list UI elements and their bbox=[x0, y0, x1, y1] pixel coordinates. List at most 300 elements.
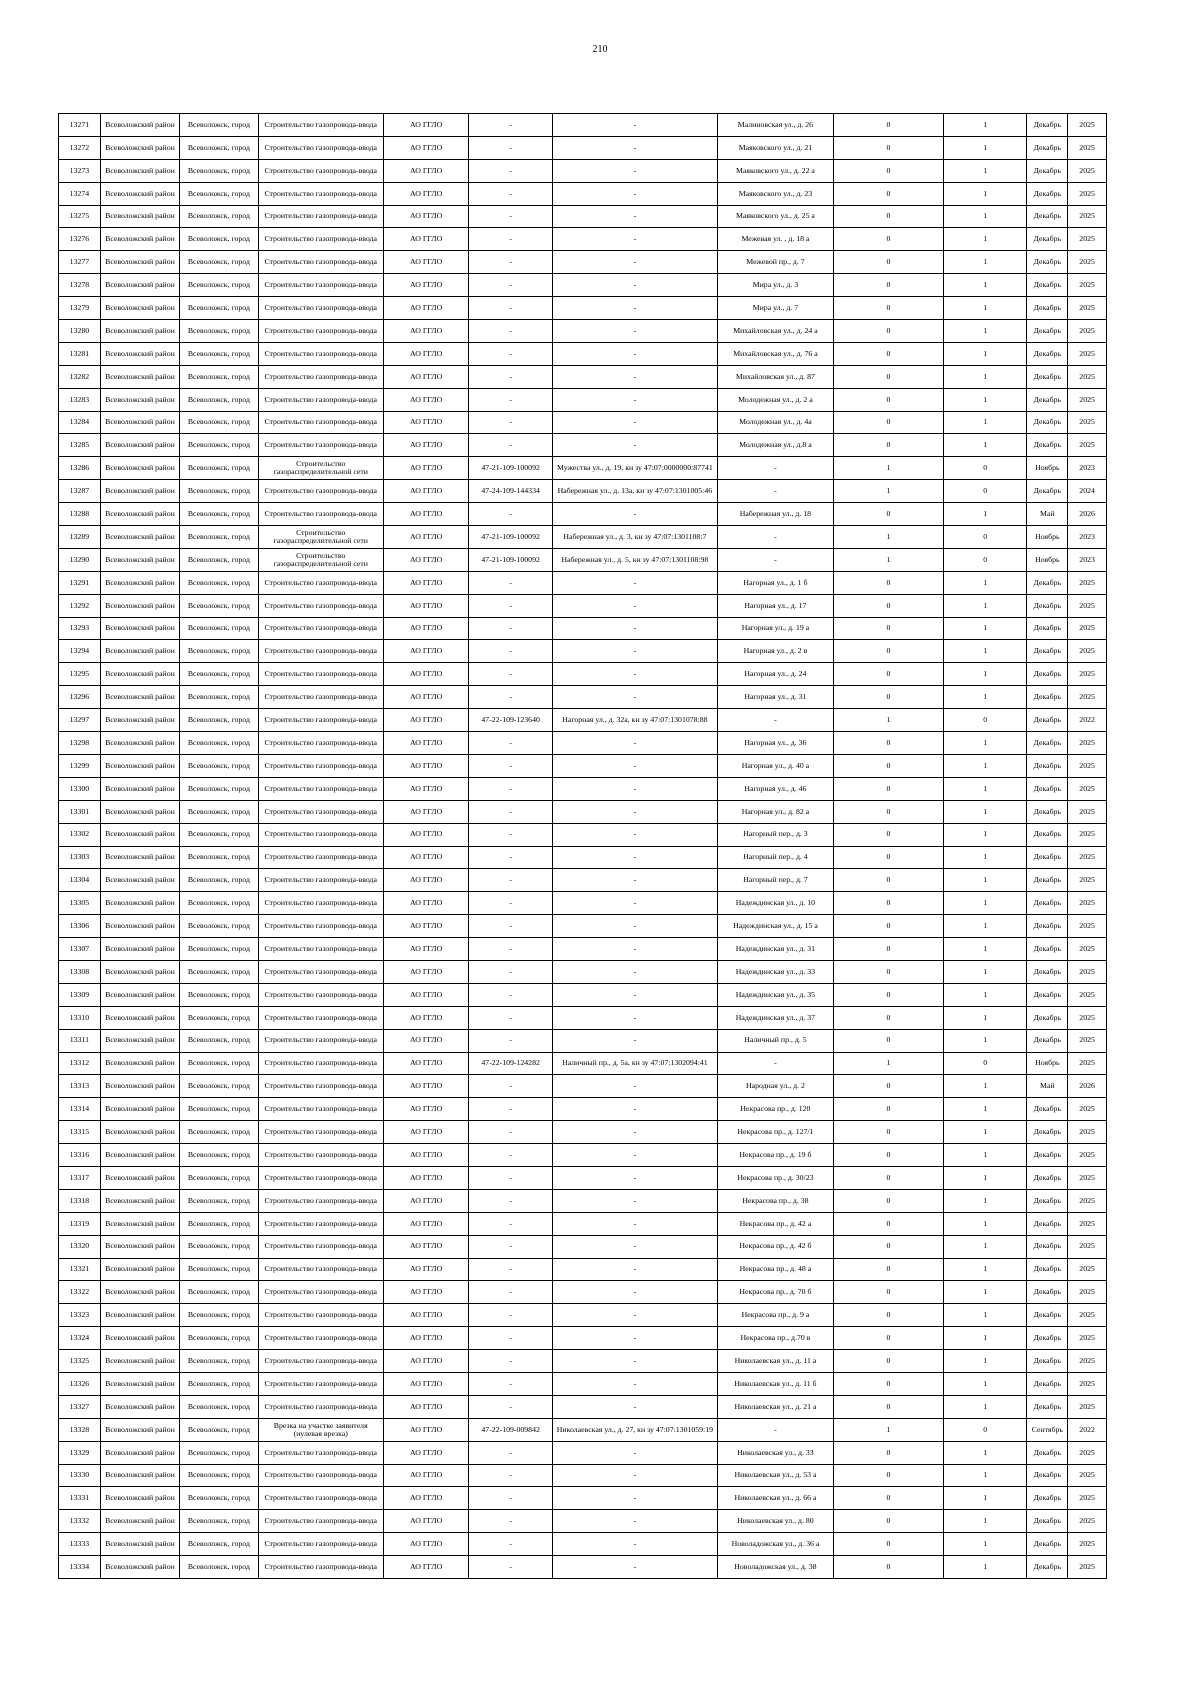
table-row bbox=[59, 136, 1107, 159]
organization-cell: АО ГГЛО bbox=[383, 114, 469, 137]
work-type-cell: Строительство газопровода-ввода bbox=[258, 1510, 383, 1533]
table-row bbox=[59, 1189, 1107, 1212]
month-cell: Декабрь bbox=[1027, 434, 1068, 457]
address-cell: Новоладожская ул., д. 38 bbox=[717, 1556, 833, 1579]
row-id-cell: 13296 bbox=[59, 686, 101, 709]
settlement-cell: Всеволожск, город bbox=[180, 1121, 258, 1144]
application-number-cell: - bbox=[469, 732, 553, 755]
value-a-cell: 0 bbox=[833, 205, 943, 228]
month-cell: Декабрь bbox=[1027, 983, 1068, 1006]
work-type-cell: Строительство газопровода-ввода bbox=[258, 800, 383, 823]
row-id-cell: 13313 bbox=[59, 1075, 101, 1098]
address-cell: Нагорная ул., д. 24 bbox=[717, 663, 833, 686]
work-type-cell: Строительство газопровода-ввода bbox=[258, 1006, 383, 1029]
application-number-cell: - bbox=[469, 1189, 553, 1212]
application-number-cell: - bbox=[469, 320, 553, 343]
settlement-cell: Всеволожск, город bbox=[180, 1258, 258, 1281]
organization-cell: АО ГГЛО bbox=[383, 480, 469, 503]
table-row bbox=[59, 114, 1107, 137]
district-cell: Всеволожский район bbox=[100, 411, 179, 434]
application-number-cell: 47-24-109-144334 bbox=[469, 480, 553, 503]
organization-cell: АО ГГЛО bbox=[383, 1464, 469, 1487]
district-cell: Всеволожский район bbox=[100, 228, 179, 251]
cadastral-address-cell: - bbox=[552, 114, 717, 137]
address-cell: Михайловская ул., д. 24 а bbox=[717, 320, 833, 343]
value-a-cell: 1 bbox=[833, 1418, 943, 1441]
district-cell: Всеволожский район bbox=[100, 594, 179, 617]
year-cell: 2025 bbox=[1068, 823, 1107, 846]
settlement-cell: Всеволожск, город bbox=[180, 617, 258, 640]
application-number-cell: - bbox=[469, 1327, 553, 1350]
address-cell: Нагорная ул., д. 40 а bbox=[717, 754, 833, 777]
organization-cell: АО ГГЛО bbox=[383, 823, 469, 846]
value-b-cell: 1 bbox=[943, 1189, 1027, 1212]
work-type-cell: Строительство газопровода-ввода bbox=[258, 1052, 383, 1075]
work-type-cell: Строительство газораспределительной сети bbox=[258, 548, 383, 571]
district-cell: Всеволожский район bbox=[100, 915, 179, 938]
month-cell: Сентябрь bbox=[1027, 1418, 1068, 1441]
application-number-cell: - bbox=[469, 1212, 553, 1235]
district-cell: Всеволожский район bbox=[100, 754, 179, 777]
cadastral-address-cell: - bbox=[552, 571, 717, 594]
district-cell: Всеволожский район bbox=[100, 663, 179, 686]
year-cell: 2025 bbox=[1068, 136, 1107, 159]
row-id-cell: 13315 bbox=[59, 1121, 101, 1144]
table-row bbox=[59, 1144, 1107, 1167]
value-b-cell: 1 bbox=[943, 594, 1027, 617]
month-cell: Декабрь bbox=[1027, 915, 1068, 938]
work-type-cell: Строительство газопровода-ввода bbox=[258, 663, 383, 686]
value-a-cell: 1 bbox=[833, 480, 943, 503]
value-b-cell: 1 bbox=[943, 1258, 1027, 1281]
address-cell: - bbox=[717, 709, 833, 732]
district-cell: Всеволожский район bbox=[100, 1144, 179, 1167]
month-cell: Декабрь bbox=[1027, 960, 1068, 983]
month-cell: Декабрь bbox=[1027, 571, 1068, 594]
work-type-cell: Строительство газопровода-ввода bbox=[258, 228, 383, 251]
application-number-cell: - bbox=[469, 1350, 553, 1373]
settlement-cell: Всеволожск, город bbox=[180, 823, 258, 846]
table-row bbox=[59, 1098, 1107, 1121]
organization-cell: АО ГГЛО bbox=[383, 1235, 469, 1258]
settlement-cell: Всеволожск, город bbox=[180, 251, 258, 274]
value-a-cell: 1 bbox=[833, 548, 943, 571]
row-id-cell: 13311 bbox=[59, 1029, 101, 1052]
value-a-cell: 0 bbox=[833, 159, 943, 182]
application-number-cell: - bbox=[469, 892, 553, 915]
row-id-cell: 13283 bbox=[59, 388, 101, 411]
organization-cell: АО ГГЛО bbox=[383, 869, 469, 892]
cadastral-address-cell: - bbox=[552, 251, 717, 274]
district-cell: Всеволожский район bbox=[100, 297, 179, 320]
work-type-cell: Строительство газопровода-ввода bbox=[258, 1441, 383, 1464]
work-type-cell: Строительство газопровода-ввода bbox=[258, 1395, 383, 1418]
row-id-cell: 13301 bbox=[59, 800, 101, 823]
row-id-cell: 13312 bbox=[59, 1052, 101, 1075]
table-row bbox=[59, 526, 1107, 549]
value-a-cell: 0 bbox=[833, 983, 943, 1006]
district-cell: Всеволожский район bbox=[100, 434, 179, 457]
address-cell: Николаевская ул., д. 11 б bbox=[717, 1372, 833, 1395]
value-b-cell: 0 bbox=[943, 709, 1027, 732]
value-b-cell: 1 bbox=[943, 251, 1027, 274]
settlement-cell: Всеволожск, город bbox=[180, 1166, 258, 1189]
organization-cell: АО ГГЛО bbox=[383, 1441, 469, 1464]
month-cell: Декабрь bbox=[1027, 1006, 1068, 1029]
table-row bbox=[59, 663, 1107, 686]
application-number-cell: - bbox=[469, 1098, 553, 1121]
value-b-cell: 0 bbox=[943, 1052, 1027, 1075]
organization-cell: АО ГГЛО bbox=[383, 1189, 469, 1212]
district-cell: Всеволожский район bbox=[100, 274, 179, 297]
year-cell: 2025 bbox=[1068, 663, 1107, 686]
value-a-cell: 0 bbox=[833, 1487, 943, 1510]
application-number-cell: - bbox=[469, 1441, 553, 1464]
value-a-cell: 0 bbox=[833, 228, 943, 251]
application-number-cell: - bbox=[469, 571, 553, 594]
value-b-cell: 1 bbox=[943, 1327, 1027, 1350]
row-id-cell: 13271 bbox=[59, 114, 101, 137]
value-a-cell: 0 bbox=[833, 1327, 943, 1350]
value-a-cell: 0 bbox=[833, 915, 943, 938]
row-id-cell: 13304 bbox=[59, 869, 101, 892]
organization-cell: АО ГГЛО bbox=[383, 1487, 469, 1510]
cadastral-address-cell: - bbox=[552, 388, 717, 411]
cadastral-address-cell: Николаевская ул., д. 27, кн зу 47:07:1301059:19 bbox=[552, 1418, 717, 1441]
table-body bbox=[59, 114, 1107, 1579]
month-cell: Декабрь bbox=[1027, 114, 1068, 137]
value-b-cell: 1 bbox=[943, 205, 1027, 228]
work-type-cell: Строительство газопровода-ввода bbox=[258, 1029, 383, 1052]
value-b-cell: 1 bbox=[943, 1075, 1027, 1098]
work-type-cell: Строительство газопровода-ввода bbox=[258, 1556, 383, 1579]
application-number-cell: - bbox=[469, 800, 553, 823]
address-cell: Некрасова пр., д. 19 б bbox=[717, 1144, 833, 1167]
district-cell: Всеволожский район bbox=[100, 1281, 179, 1304]
value-b-cell: 1 bbox=[943, 1533, 1027, 1556]
work-type-cell: Строительство газопровода-ввода bbox=[258, 1098, 383, 1121]
year-cell: 2025 bbox=[1068, 182, 1107, 205]
table-row bbox=[59, 686, 1107, 709]
value-a-cell: 0 bbox=[833, 251, 943, 274]
month-cell: Ноябрь bbox=[1027, 548, 1068, 571]
value-a-cell: 1 bbox=[833, 709, 943, 732]
application-number-cell: - bbox=[469, 983, 553, 1006]
address-cell: Нагорная ул., д. 19 а bbox=[717, 617, 833, 640]
settlement-cell: Всеволожск, город bbox=[180, 1487, 258, 1510]
value-b-cell: 1 bbox=[943, 1487, 1027, 1510]
month-cell: Декабрь bbox=[1027, 1372, 1068, 1395]
application-number-cell: - bbox=[469, 617, 553, 640]
organization-cell: АО ГГЛО bbox=[383, 938, 469, 961]
application-number-cell: - bbox=[469, 297, 553, 320]
table-row bbox=[59, 1235, 1107, 1258]
work-type-cell: Строительство газопровода-ввода bbox=[258, 114, 383, 137]
table-row bbox=[59, 892, 1107, 915]
address-cell: Нагорный пер., д. 7 bbox=[717, 869, 833, 892]
month-cell: Декабрь bbox=[1027, 159, 1068, 182]
cadastral-address-cell: - bbox=[552, 1075, 717, 1098]
row-id-cell: 13279 bbox=[59, 297, 101, 320]
cadastral-address-cell: - bbox=[552, 1533, 717, 1556]
value-a-cell: 0 bbox=[833, 503, 943, 526]
value-b-cell: 1 bbox=[943, 114, 1027, 137]
work-type-cell: Строительство газопровода-ввода bbox=[258, 1350, 383, 1373]
row-id-cell: 13298 bbox=[59, 732, 101, 755]
organization-cell: АО ГГЛО bbox=[383, 754, 469, 777]
month-cell: Декабрь bbox=[1027, 182, 1068, 205]
cadastral-address-cell: - bbox=[552, 342, 717, 365]
organization-cell: АО ГГЛО bbox=[383, 1556, 469, 1579]
value-a-cell: 1 bbox=[833, 526, 943, 549]
organization-cell: АО ГГЛО bbox=[383, 1327, 469, 1350]
application-number-cell: - bbox=[469, 1121, 553, 1144]
district-cell: Всеволожский район bbox=[100, 800, 179, 823]
work-type-cell: Строительство газопровода-ввода bbox=[258, 342, 383, 365]
district-cell: Всеволожский район bbox=[100, 1441, 179, 1464]
row-id-cell: 13282 bbox=[59, 365, 101, 388]
organization-cell: АО ГГЛО bbox=[383, 320, 469, 343]
cadastral-address-cell: - bbox=[552, 365, 717, 388]
table-row bbox=[59, 983, 1107, 1006]
address-cell: Нагорная ул., д. 36 bbox=[717, 732, 833, 755]
table-row bbox=[59, 1166, 1107, 1189]
value-a-cell: 0 bbox=[833, 960, 943, 983]
table-row bbox=[59, 411, 1107, 434]
table-row bbox=[59, 274, 1107, 297]
address-cell: Нагорная ул., д. 82 а bbox=[717, 800, 833, 823]
value-a-cell: 0 bbox=[833, 846, 943, 869]
district-cell: Всеволожский район bbox=[100, 1212, 179, 1235]
table-row bbox=[59, 1556, 1107, 1579]
application-number-cell: - bbox=[469, 869, 553, 892]
work-type-cell: Строительство газопровода-ввода bbox=[258, 388, 383, 411]
year-cell: 2025 bbox=[1068, 251, 1107, 274]
application-number-cell: - bbox=[469, 1533, 553, 1556]
month-cell: Декабрь bbox=[1027, 1464, 1068, 1487]
address-cell: Малиновская ул., д. 26 bbox=[717, 114, 833, 137]
work-type-cell: Строительство газопровода-ввода bbox=[258, 983, 383, 1006]
settlement-cell: Всеволожск, город bbox=[180, 1533, 258, 1556]
row-id-cell: 13314 bbox=[59, 1098, 101, 1121]
district-cell: Всеволожский район bbox=[100, 1258, 179, 1281]
work-type-cell: Строительство газопровода-ввода bbox=[258, 709, 383, 732]
value-a-cell: 0 bbox=[833, 342, 943, 365]
cadastral-address-cell: - bbox=[552, 1441, 717, 1464]
district-cell: Всеволожский район bbox=[100, 1372, 179, 1395]
year-cell: 2025 bbox=[1068, 274, 1107, 297]
year-cell: 2025 bbox=[1068, 1510, 1107, 1533]
table-row bbox=[59, 1533, 1107, 1556]
district-cell: Всеволожский район bbox=[100, 1304, 179, 1327]
year-cell: 2025 bbox=[1068, 686, 1107, 709]
district-cell: Всеволожский район bbox=[100, 548, 179, 571]
table-row bbox=[59, 1441, 1107, 1464]
month-cell: Декабрь bbox=[1027, 869, 1068, 892]
month-cell: Декабрь bbox=[1027, 1441, 1068, 1464]
table-row bbox=[59, 1487, 1107, 1510]
cadastral-address-cell: - bbox=[552, 1556, 717, 1579]
work-type-cell: Строительство газопровода-ввода bbox=[258, 365, 383, 388]
table-row bbox=[59, 205, 1107, 228]
address-cell: Надеждинская ул., д. 10 bbox=[717, 892, 833, 915]
year-cell: 2025 bbox=[1068, 159, 1107, 182]
settlement-cell: Всеволожск, город bbox=[180, 1144, 258, 1167]
year-cell: 2025 bbox=[1068, 1098, 1107, 1121]
table-row bbox=[59, 1372, 1107, 1395]
row-id-cell: 13308 bbox=[59, 960, 101, 983]
organization-cell: АО ГГЛО bbox=[383, 1304, 469, 1327]
cadastral-address-cell: Набережная ул., д. 5, кн зу 47:07:1301108:98 bbox=[552, 548, 717, 571]
organization-cell: АО ГГЛО bbox=[383, 503, 469, 526]
work-type-cell: Строительство газопровода-ввода bbox=[258, 297, 383, 320]
organization-cell: АО ГГЛО bbox=[383, 1418, 469, 1441]
work-type-cell: Строительство газопровода-ввода bbox=[258, 960, 383, 983]
value-a-cell: 0 bbox=[833, 617, 943, 640]
application-number-cell: - bbox=[469, 434, 553, 457]
organization-cell: АО ГГЛО bbox=[383, 1052, 469, 1075]
value-a-cell: 0 bbox=[833, 732, 943, 755]
cadastral-address-cell: - bbox=[552, 1258, 717, 1281]
work-type-cell: Строительство газопровода-ввода bbox=[258, 1327, 383, 1350]
year-cell: 2025 bbox=[1068, 297, 1107, 320]
address-cell: Молодежная ул., д.8 а bbox=[717, 434, 833, 457]
cadastral-address-cell: Наличный пр., д. 5а, кн зу 47:07:1302094:41 bbox=[552, 1052, 717, 1075]
table-row bbox=[59, 754, 1107, 777]
organization-cell: АО ГГЛО bbox=[383, 800, 469, 823]
work-type-cell: Строительство газопровода-ввода bbox=[258, 938, 383, 961]
table-row bbox=[59, 320, 1107, 343]
value-b-cell: 1 bbox=[943, 1121, 1027, 1144]
organization-cell: АО ГГЛО bbox=[383, 251, 469, 274]
table-row bbox=[59, 342, 1107, 365]
value-b-cell: 1 bbox=[943, 754, 1027, 777]
table-row bbox=[59, 915, 1107, 938]
settlement-cell: Всеволожск, город bbox=[180, 1372, 258, 1395]
month-cell: Декабрь bbox=[1027, 1121, 1068, 1144]
value-b-cell: 1 bbox=[943, 1304, 1027, 1327]
cadastral-address-cell: - bbox=[552, 1098, 717, 1121]
year-cell: 2025 bbox=[1068, 777, 1107, 800]
value-a-cell: 0 bbox=[833, 1510, 943, 1533]
application-number-cell: - bbox=[469, 960, 553, 983]
cadastral-address-cell: - bbox=[552, 938, 717, 961]
month-cell: Декабрь bbox=[1027, 1533, 1068, 1556]
cadastral-address-cell: - bbox=[552, 640, 717, 663]
year-cell: 2025 bbox=[1068, 365, 1107, 388]
organization-cell: АО ГГЛО bbox=[383, 1350, 469, 1373]
organization-cell: АО ГГЛО bbox=[383, 548, 469, 571]
year-cell: 2025 bbox=[1068, 594, 1107, 617]
cadastral-address-cell: - bbox=[552, 594, 717, 617]
cadastral-address-cell: - bbox=[552, 1304, 717, 1327]
year-cell: 2025 bbox=[1068, 1441, 1107, 1464]
settlement-cell: Всеволожск, город bbox=[180, 571, 258, 594]
application-number-cell: - bbox=[469, 1166, 553, 1189]
month-cell: Декабрь bbox=[1027, 1029, 1068, 1052]
year-cell: 2025 bbox=[1068, 846, 1107, 869]
row-id-cell: 13294 bbox=[59, 640, 101, 663]
district-cell: Всеволожский район bbox=[100, 365, 179, 388]
value-a-cell: 0 bbox=[833, 297, 943, 320]
application-number-cell: - bbox=[469, 938, 553, 961]
table-row bbox=[59, 182, 1107, 205]
settlement-cell: Всеволожск, город bbox=[180, 548, 258, 571]
value-b-cell: 1 bbox=[943, 274, 1027, 297]
row-id-cell: 13310 bbox=[59, 1006, 101, 1029]
address-cell: Некрасова пр., д. 120 bbox=[717, 1098, 833, 1121]
month-cell: Ноябрь bbox=[1027, 526, 1068, 549]
address-cell: Маяковского ул., д. 21 bbox=[717, 136, 833, 159]
value-b-cell: 0 bbox=[943, 480, 1027, 503]
value-a-cell: 0 bbox=[833, 274, 943, 297]
work-type-cell: Строительство газопровода-ввода bbox=[258, 915, 383, 938]
district-cell: Всеволожский район bbox=[100, 1189, 179, 1212]
value-a-cell: 0 bbox=[833, 182, 943, 205]
settlement-cell: Всеволожск, город bbox=[180, 960, 258, 983]
year-cell: 2025 bbox=[1068, 892, 1107, 915]
organization-cell: АО ГГЛО bbox=[383, 617, 469, 640]
row-id-cell: 13306 bbox=[59, 915, 101, 938]
cadastral-address-cell: - bbox=[552, 732, 717, 755]
organization-cell: АО ГГЛО bbox=[383, 274, 469, 297]
value-a-cell: 0 bbox=[833, 1029, 943, 1052]
month-cell: Ноябрь bbox=[1027, 1052, 1068, 1075]
application-number-cell: - bbox=[469, 846, 553, 869]
organization-cell: АО ГГЛО bbox=[383, 205, 469, 228]
organization-cell: АО ГГЛО bbox=[383, 915, 469, 938]
settlement-cell: Всеволожск, город bbox=[180, 1464, 258, 1487]
work-type-cell: Строительство газопровода-ввода bbox=[258, 869, 383, 892]
table-row bbox=[59, 823, 1107, 846]
value-b-cell: 1 bbox=[943, 663, 1027, 686]
work-type-cell: Строительство газораспределительной сети bbox=[258, 526, 383, 549]
work-type-cell: Строительство газопровода-ввода bbox=[258, 205, 383, 228]
cadastral-address-cell: - bbox=[552, 983, 717, 1006]
settlement-cell: Всеволожск, город bbox=[180, 1556, 258, 1579]
application-number-cell: - bbox=[469, 182, 553, 205]
address-cell: - bbox=[717, 480, 833, 503]
row-id-cell: 13273 bbox=[59, 159, 101, 182]
organization-cell: АО ГГЛО bbox=[383, 983, 469, 1006]
row-id-cell: 13300 bbox=[59, 777, 101, 800]
table-row bbox=[59, 1327, 1107, 1350]
cadastral-address-cell: - bbox=[552, 503, 717, 526]
address-cell: Маяковского ул., д. 25 а bbox=[717, 205, 833, 228]
value-a-cell: 0 bbox=[833, 1144, 943, 1167]
settlement-cell: Всеволожск, город bbox=[180, 388, 258, 411]
organization-cell: АО ГГЛО bbox=[383, 846, 469, 869]
value-a-cell: 0 bbox=[833, 1533, 943, 1556]
year-cell: 2025 bbox=[1068, 1281, 1107, 1304]
cadastral-address-cell: - bbox=[552, 1006, 717, 1029]
address-cell: Новоладожская ул., д. 36 а bbox=[717, 1533, 833, 1556]
month-cell: Май bbox=[1027, 1075, 1068, 1098]
address-cell: Николаевская ул., д. 80 bbox=[717, 1510, 833, 1533]
application-number-cell: - bbox=[469, 228, 553, 251]
work-type-cell: Строительство газопровода-ввода bbox=[258, 274, 383, 297]
value-a-cell: 0 bbox=[833, 686, 943, 709]
application-number-cell: - bbox=[469, 388, 553, 411]
application-number-cell: - bbox=[469, 915, 553, 938]
value-b-cell: 0 bbox=[943, 1418, 1027, 1441]
month-cell: Декабрь bbox=[1027, 251, 1068, 274]
address-cell: Народная ул., д. 2 bbox=[717, 1075, 833, 1098]
table-row bbox=[59, 869, 1107, 892]
value-b-cell: 1 bbox=[943, 983, 1027, 1006]
address-cell: Нагорная ул., д. 2 в bbox=[717, 640, 833, 663]
value-a-cell: 0 bbox=[833, 411, 943, 434]
